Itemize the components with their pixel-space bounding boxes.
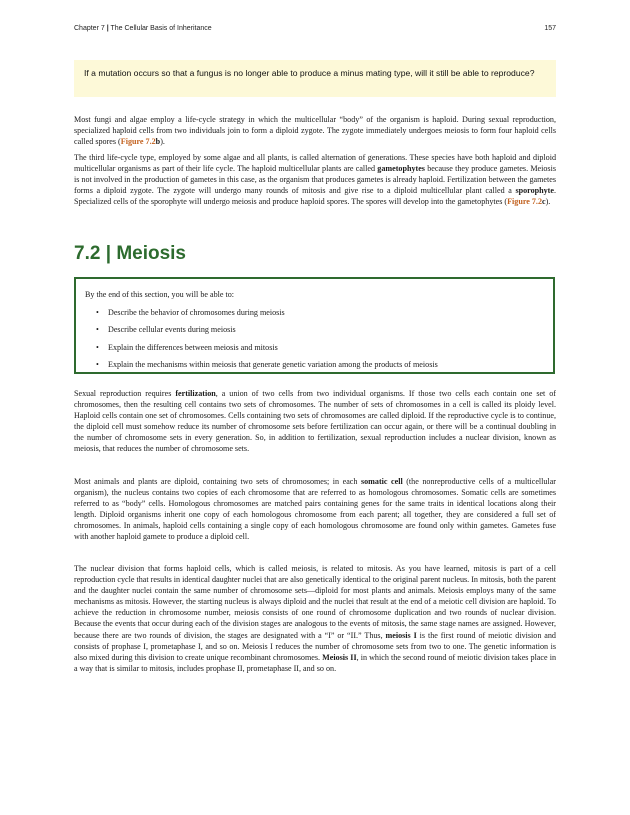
objective-item: • Describe cellular events during meiosis	[96, 324, 553, 335]
text-run: (the nonreproductive cells of a multicellular organism), the nucleus contains two copies of each chromosome that are referred to as homologous chromosomes. Somatic cells are sometimes referred to as “body” cells. Homologous chromosomes are matched pairs containing genes for the same traits in identical locations along their length. Diploid organisms inherit one copy of each homologous chromosome from each parent; all together, they are considered a full set of chromosomes. In animals, haploid cells containing a single copy of each homologous chromosome are found only within gametes. Gametes fuse with another haploid gamete to produce a diploid cell.	[74, 477, 556, 542]
text-run: The nuclear division that forms haploid cells, which is called meiosis, is related to mitosis. As you have learned, mitosis is part of a cell reproduction cycle that results in identical daughter nuclei that are also genetically identical to the original parent nucleus. In mitosis, both the parent and the daughter nuclei contain the same number of chromosome sets—diploid for most plants and animals. Meiosis employs many of the same mechanisms as mitosis. However, the starting nucleus is always diploid and the nuclei that result at the end of a meiotic cell division are haploid. To achieve the reduction in chromosome number, meiosis consists of one round of chromosome duplication and two rounds of nuclear division. Because the events that occur during each of the division stages are analogous to the events of mitosis, the same stage names are assigned. However, because there are two rounds of division, the stages are designated with a “I” or “II.” Thus,	[74, 564, 556, 640]
section-separator: |	[105, 243, 112, 264]
term-meiosis-i: meiosis I	[385, 630, 417, 640]
text-run: Most fungi and algae employ a life-cycle strategy in which the multicellular “body” of the organism is haploid. During sexual reproduction, specialized haploid cells from two individuals join to form a diploid zygote. The zygote immediately undergoes meiosis to form four haploid cells called spores (	[74, 115, 556, 147]
text-run: . Specialized cells of the sporophyte will undergo meiosis and produce haploid spores. The spores will develop into the gametophytes (	[74, 186, 556, 207]
header-separator: |	[106, 25, 109, 32]
section-title: Meiosis	[116, 243, 187, 264]
term-meiosis-ii: Meiosis II	[322, 652, 357, 662]
objective-item: • Explain the differences between meiosis and mitosis	[96, 342, 553, 353]
figure-link[interactable]	[507, 197, 542, 206]
text-run: is the first round of meiotic division and consists of prophase I, prometaphase I, and so on. Meiosis I reduces the number of chromosome sets from two to one. The genetic information is also mixed during this division to create unique recombinant chromosomes.	[74, 630, 556, 662]
objective-item: • Explain the mechanisms within meiosis that generate genetic variation among the products of meiosis	[96, 359, 553, 370]
chapter-title: The Cellular Basis of Inheritance	[110, 25, 212, 32]
objectives-list	[85, 307, 553, 370]
paragraph-haploid-life-cycle	[74, 114, 556, 147]
figure-ref-text: Figure 7.2	[507, 197, 542, 207]
text-run: , a union of two cells from two individual organisms. If those two cells each contain one set of chromosomes, then the resulting cell contains two sets of chromosomes. The number of sets of chromosomes in a cell is called its ploidy level. Haploid cells contain one set of chromosomes. Cells containing two sets of chromosomes are called diploid. If the reproductive cycle is to continue, the diploid cell must somehow reduce its number of chromosome sets before fertilization can occur again, or there will be a continual doubling in the number of chromosome sets in every generation. So, in addition to fertilization, sexual reproduction includes a nuclear division, known as meiosis, that reduces the number of chromosome sets.	[74, 389, 556, 454]
text-run: Most animals and plants are diploid, containing two sets of chromosomes; in each	[74, 477, 361, 486]
objective-item: • Describe the behavior of chromosomes during meiosis	[96, 307, 553, 318]
figure-part: b	[155, 137, 161, 147]
figure-link[interactable]	[121, 137, 156, 146]
chapter-heading	[74, 25, 212, 32]
term-fertilization: fertilization	[175, 389, 216, 398]
paragraph-alternation-of-generations	[74, 152, 556, 207]
text-run: ).	[545, 197, 551, 207]
figure-part: c	[542, 197, 546, 207]
term-gametophytes: gametophytes	[377, 164, 425, 174]
figure-ref-text: Figure 7.2	[120, 137, 156, 147]
paragraph-somatic-cells	[74, 476, 556, 543]
objectives-intro: By the end of this section, you will be able to:	[85, 290, 235, 299]
section-number: 7.2	[74, 243, 101, 264]
text-run: The third life-cycle type, employed by some algae and all plants, is called alternation of generations. These species have both haploid and diploid multicellular organisms as part of their life cycle. The haploid multicellular plants are called	[74, 153, 556, 174]
text-run: ).	[160, 137, 165, 147]
page-number: 157	[544, 25, 556, 32]
running-header	[74, 25, 556, 32]
text-run: , in which the second round of meiotic division takes place in a way that is similar to mitosis, includes prophase II, prometaphase II, and so on.	[74, 652, 556, 673]
question-callout	[74, 60, 556, 97]
callout-text: If a mutation occurs so that a fungus is no longer able to produce a minus mating type, will it still be able to reproduce?	[84, 68, 535, 78]
term-sporophyte: sporophyte	[515, 186, 554, 196]
text-run: because they produce gametes. Meiosis is not involved in the production of gametes in this case, as the organism that produces gametes is already haploid. Fertilization between the gametes forms a diploid zygote. The zygote will undergo many rounds of mitosis and give rise to a diploid multicellular plant called a	[74, 164, 556, 196]
section-heading	[74, 243, 186, 265]
paragraph-fertilization	[74, 388, 556, 455]
text-run: Sexual reproduction requires	[74, 389, 176, 398]
paragraph-meiosis-vs-mitosis	[74, 563, 556, 674]
term-somatic-cell: somatic cell	[360, 477, 403, 486]
chapter-label: Chapter 7	[74, 25, 105, 32]
learning-objectives-box	[74, 277, 555, 374]
